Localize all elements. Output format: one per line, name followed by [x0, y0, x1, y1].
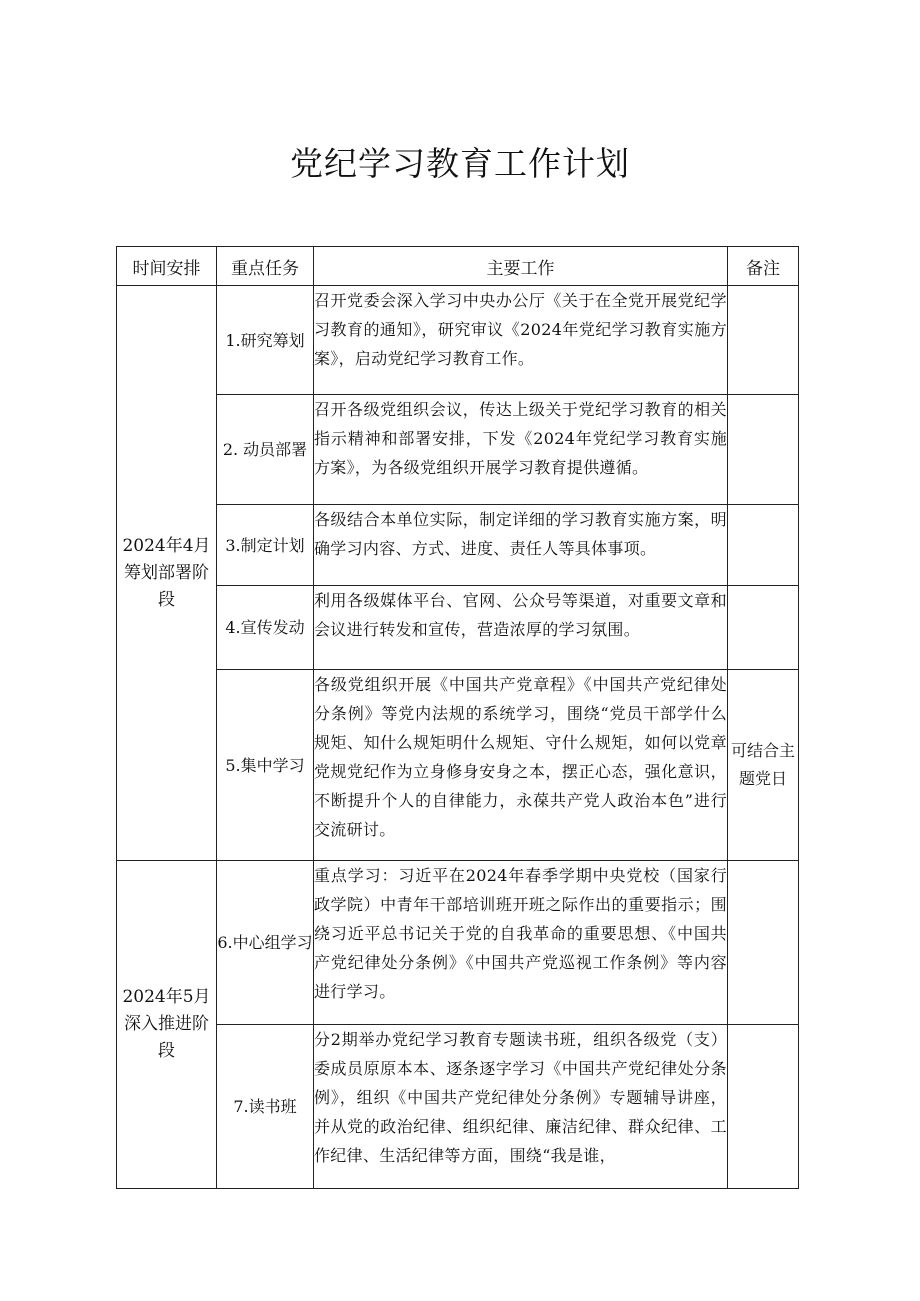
task-cell: 7.读书班: [217, 1025, 314, 1189]
task-cell: 3.制定计划: [217, 505, 314, 586]
note-cell: [728, 586, 799, 670]
table-header-row: [117, 247, 799, 286]
note-cell: [728, 861, 799, 1025]
note-cell: [728, 286, 799, 395]
work-cell: 重点学习：习近平在2024年春季学期中央党校（国家行政学院）中青年干部培训班开班之际作出的重要指示；围绕习近平总书记关于党的自我革命的重要思想、《中国共产党纪律处分条例》《中国共产党巡视工作条例》等内容进行学习。: [314, 861, 728, 1025]
work-plan-table: [116, 246, 799, 1189]
work-cell: 召开各级党组织会议，传达上级关于党纪学习教育的相关指示精神和部署安排，下发《2024年党纪学习教育实施方案》，为各级党组织开展学习教育提供遵循。: [314, 395, 728, 505]
stage-cell: 2024年5月深入推进阶段: [117, 861, 217, 1189]
work-cell: 分2期举办党纪学习教育专题读书班，组织各级党（支）委成员原原本本、逐条逐字学习《中国共产党纪律处分条例》，组织《中国共产党纪律处分条例》专题辅导讲座，并从党的政治纪律、组织纪律、廉洁纪律、群众纪律、工作纪律、生活纪律等方面，围绕“我是谁，: [314, 1025, 728, 1189]
table-row: [117, 670, 799, 861]
stage-cell: 2024年4月筹划部署阶段: [117, 286, 217, 861]
table-row: [117, 1025, 799, 1189]
note-cell: [728, 395, 799, 505]
header-task: 重点任务: [217, 247, 314, 286]
task-cell: 4.宣传发动: [217, 586, 314, 670]
work-cell: 召开党委会深入学习中央办公厅《关于在全党开展党纪学习教育的通知》，研究审议《2024年党纪学习教育实施方案》，启动党纪学习教育工作。: [314, 286, 728, 395]
header-time: 时间安排: [117, 247, 217, 286]
note-cell: [728, 1025, 799, 1189]
note-cell: [728, 505, 799, 586]
work-cell: 各级结合本单位实际，制定详细的学习教育实施方案，明确学习内容、方式、进度、责任人等具体事项。: [314, 505, 728, 586]
task-cell: 1.研究筹划: [217, 286, 314, 395]
table-row: [117, 395, 799, 505]
document-title: 党纪学习教育工作计划: [290, 144, 630, 183]
task-cell: 6.中心组学习: [217, 861, 314, 1025]
task-cell: 2. 动员部署: [217, 395, 314, 505]
work-cell: 各级党组织开展《中国共产党章程》《中国共产党纪律处分条例》等党内法规的系统学习，围绕“党员干部学什么规矩、知什么规矩明什么规矩、守什么规矩，如何以党章党规党纪作为立身修身安身之本，摆正心态，强化意识，不断提升个人的自律能力，永葆共产党人政治本色”进行交流研讨。: [314, 670, 728, 861]
note-cell: 可结合主题党日: [728, 670, 799, 861]
table-row: [117, 861, 799, 1025]
table-row: [117, 286, 799, 395]
task-cell: 5.集中学习: [217, 670, 314, 861]
work-cell: 利用各级媒体平台、官网、公众号等渠道，对重要文章和会议进行转发和宣传，营造浓厚的学习氛围。: [314, 586, 728, 670]
header-work: 主要工作: [314, 247, 728, 286]
table-row: [117, 505, 799, 586]
header-note: 备注: [728, 247, 799, 286]
table-row: [117, 586, 799, 670]
